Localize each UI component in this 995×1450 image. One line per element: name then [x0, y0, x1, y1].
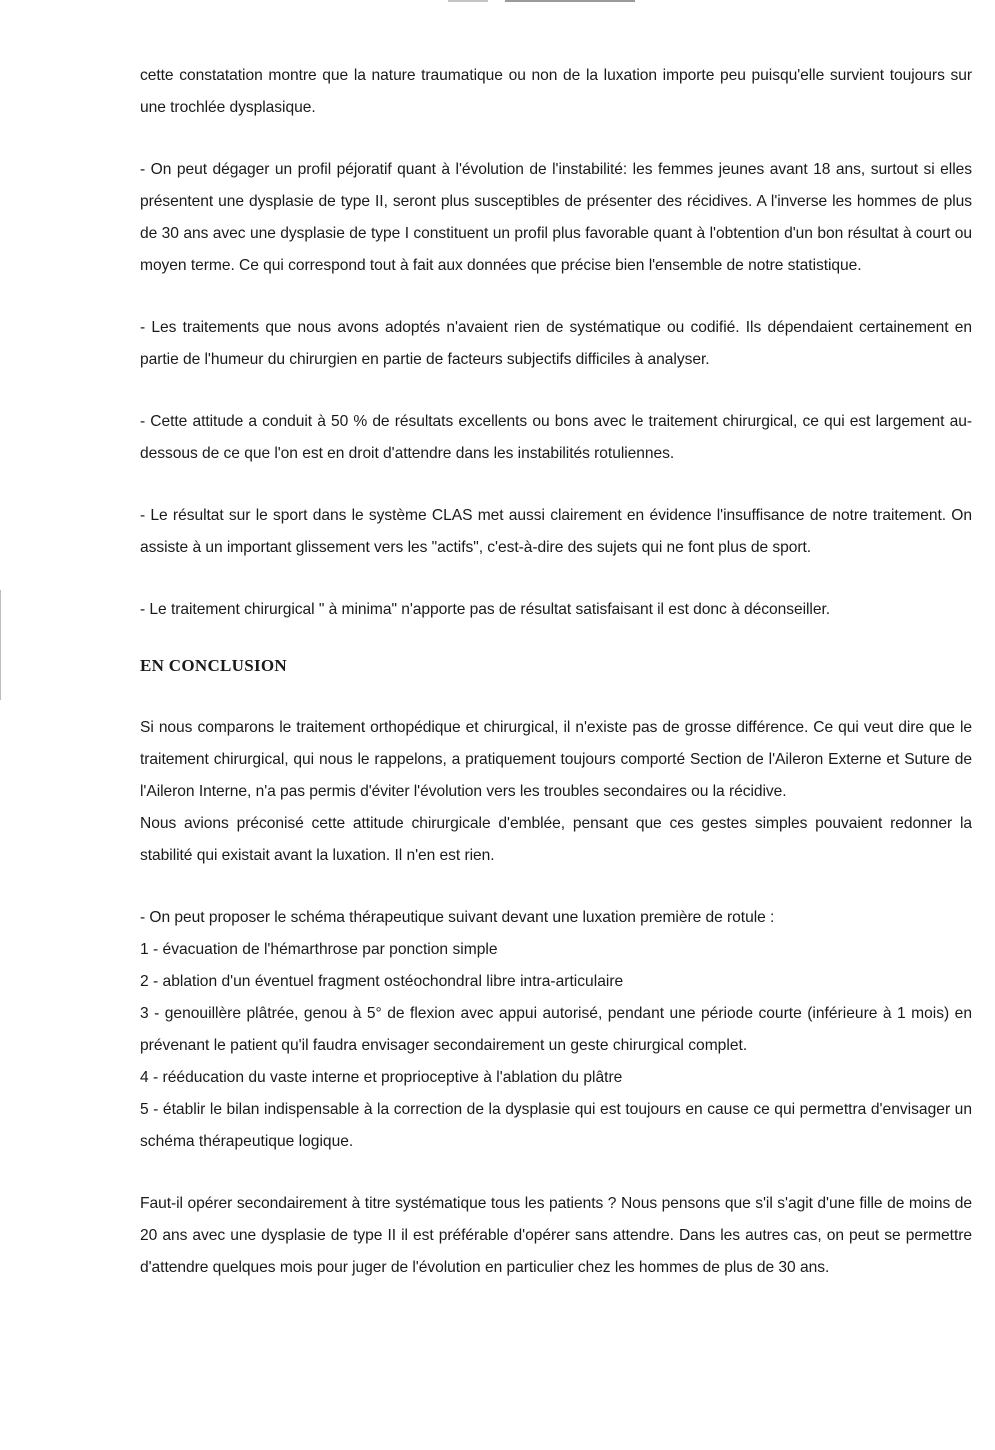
paragraph-comparison: Si nous comparons le traitement orthopédique et chirurgical, il n'existe pas de grosse différence. Ce qui veut dire que le traitement chirurgical, qui nous le rappelons, a pratiquement toujours comporté Section de l'Aileron Externe et Suture de l'Aileron Interne, n'a pas permis d'éviter l'évolution vers les troubles secondaires ou la récidive.: [140, 719, 972, 800]
list-item: 1 - évacuation de l'hémarthrose par ponction simple: [140, 941, 498, 958]
list-item: 3 - genouillère plâtrée, genou à 5° de flexion avec appui autorisé, pendant une période courte (inférieure à 1 mois) en prévenant le patient qu'il faudra envisager secondairement un geste chirurgical complet.: [140, 1005, 972, 1054]
paragraph-sport: - Le résultat sur le sport dans le système CLAS met aussi clairement en évidence l'insuffisance de notre traitement. On assiste à un important glissement vers les "actifs", c'est-à-dire des sujets qui ne font plus de sport.: [140, 507, 972, 556]
paragraph-results: - Cette attitude a conduit à 50 % de résultats excellents ou bons avec le traitement chirurgical, ce qui est largement au-dessous de ce que l'on est en droit d'attendre dans les instabilités rotuliennes.: [140, 413, 972, 462]
scan-edge-line: [0, 590, 1, 700]
paragraph-profile: - On peut dégager un profil péjoratif quant à l'évolution de l'instabilité: les femmes jeunes avant 18 ans, surtout si elles présentent une dysplasie de type II, seront plus susceptibles de présenter des récidives. A l'inverse les hommes de plus de 30 ans avec une dysplasie de type I constituent un profil plus favorable quant à l'obtention d'un bon résultat à court ou moyen terme. Ce qui correspond tout à fait aux données que précise bien l'ensemble de notre statistique.: [140, 161, 972, 274]
paragraph-attitude: Nous avions préconisé cette attitude chirurgicale d'emblée, pensant que ces gestes simples pouvaient redonner la stabilité qui existait avant la luxation. Il n'en est rien.: [140, 815, 972, 864]
paragraph-final: Faut-il opérer secondairement à titre systématique tous les patients ? Nous pensons que s'il s'agit d'une fille de moins de 20 ans avec une dysplasie de type II il est préférable d'opérer sans attendre. Dans les autres cas, on peut se permettre d'attendre quelques mois pour juger de l'évolution en particulier chez les hommes de plus de 30 ans.: [140, 1195, 972, 1276]
list-item: 2 - ablation d'un éventuel fragment ostéochondral libre intra-articulaire: [140, 973, 624, 990]
paragraph-intro: cette constatation montre que la nature traumatique ou non de la luxation importe peu puisqu'elle survient toujours sur une trochlée dysplasique.: [140, 67, 972, 116]
scan-artifact: [448, 0, 488, 2]
scan-artifact: [505, 0, 635, 2]
list-item: 5 - établir le bilan indispensable à la correction de la dysplasie qui est toujours en cause ce qui permettra d'envisager un schéma thérapeutique logique.: [140, 1101, 972, 1150]
paragraph-minima: - Le traitement chirurgical " à minima" n'apporte pas de résultat satisfaisant il est donc à déconseiller.: [140, 601, 831, 618]
list-intro: - On peut proposer le schéma thérapeutique suivant devant une luxation première de rotule :: [140, 909, 775, 926]
list-item: 4 - rééducation du vaste interne et proprioceptive à l'ablation du plâtre: [140, 1069, 623, 1086]
document-body: [140, 60, 972, 1284]
therapeutic-list: [140, 934, 972, 1158]
section-heading-conclusion: EN CONCLUSION: [140, 656, 288, 675]
paragraph-treatments: - Les traitements que nous avons adoptés n'avaient rien de systématique ou codifié. Ils dépendaient certainement en partie de l'humeur du chirurgien en partie de facteurs subjectifs difficiles à analyser.: [140, 319, 972, 368]
